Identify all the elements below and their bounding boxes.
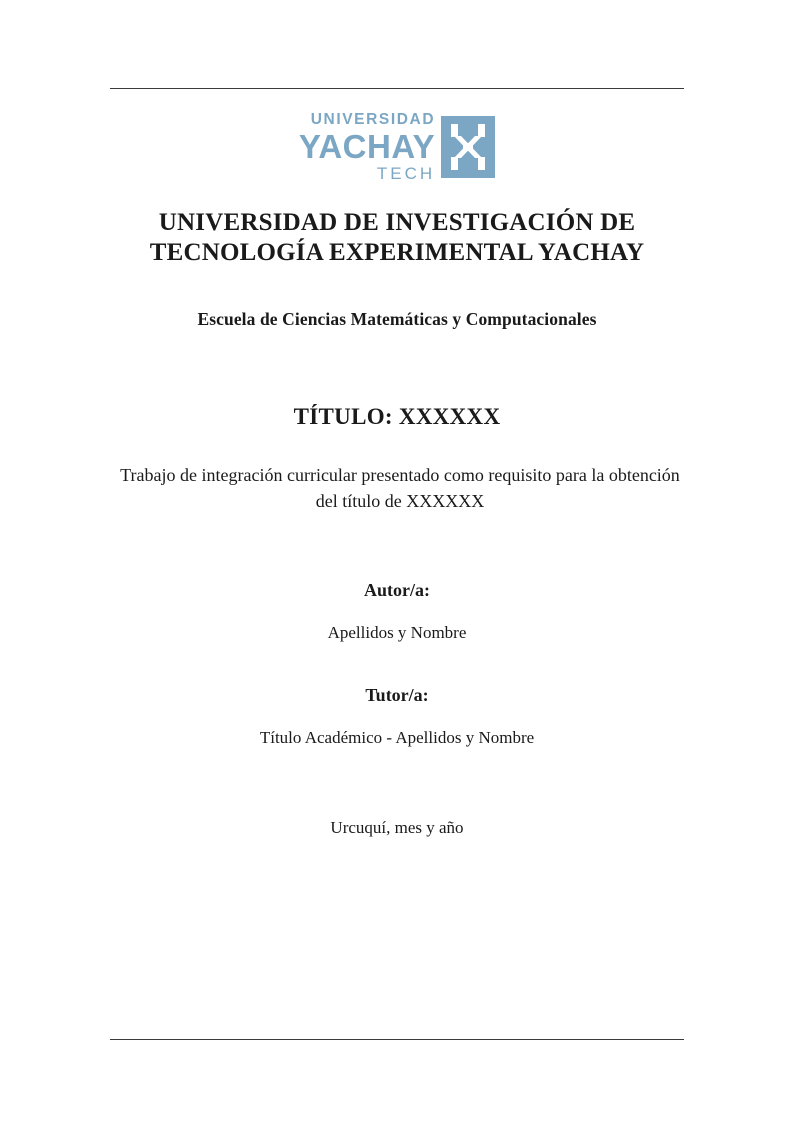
author-label: Autor/a: (364, 579, 430, 600)
logo-line-tech: TECH (376, 163, 436, 183)
footer-rule (110, 1039, 684, 1040)
university-logo (110, 112, 684, 182)
place-and-date: Urcuquí, mes y año (330, 817, 464, 837)
school-name: Escuela de Ciencias Matemáticas y Computacionales (197, 308, 597, 329)
title-page-content (110, 100, 684, 838)
tutor-label: Tutor/a: (365, 684, 429, 705)
header-rule (110, 88, 684, 89)
university-name: UNIVERSIDAD DE INVESTIGACIÓN DE TECNOLOGÍA EXPERIMENTAL YACHAY (149, 208, 645, 266)
logo-lockup (299, 112, 495, 182)
thesis-title: TÍTULO: XXXXXX (293, 403, 501, 429)
logo-wordmark (299, 112, 435, 182)
tutor-value: Título Académico - Apellidos y Nombre (259, 727, 535, 747)
author-value: Apellidos y Nombre (327, 622, 467, 642)
yachay-monogram-icon (441, 116, 495, 178)
thesis-subtitle: Trabajo de integración curricular presentado como requisito para la obtención del título de XXXXXX (120, 464, 680, 511)
logo-line-yachay: YACHAY (298, 127, 436, 165)
logo-line-universidad: UNIVERSIDAD (310, 111, 436, 128)
